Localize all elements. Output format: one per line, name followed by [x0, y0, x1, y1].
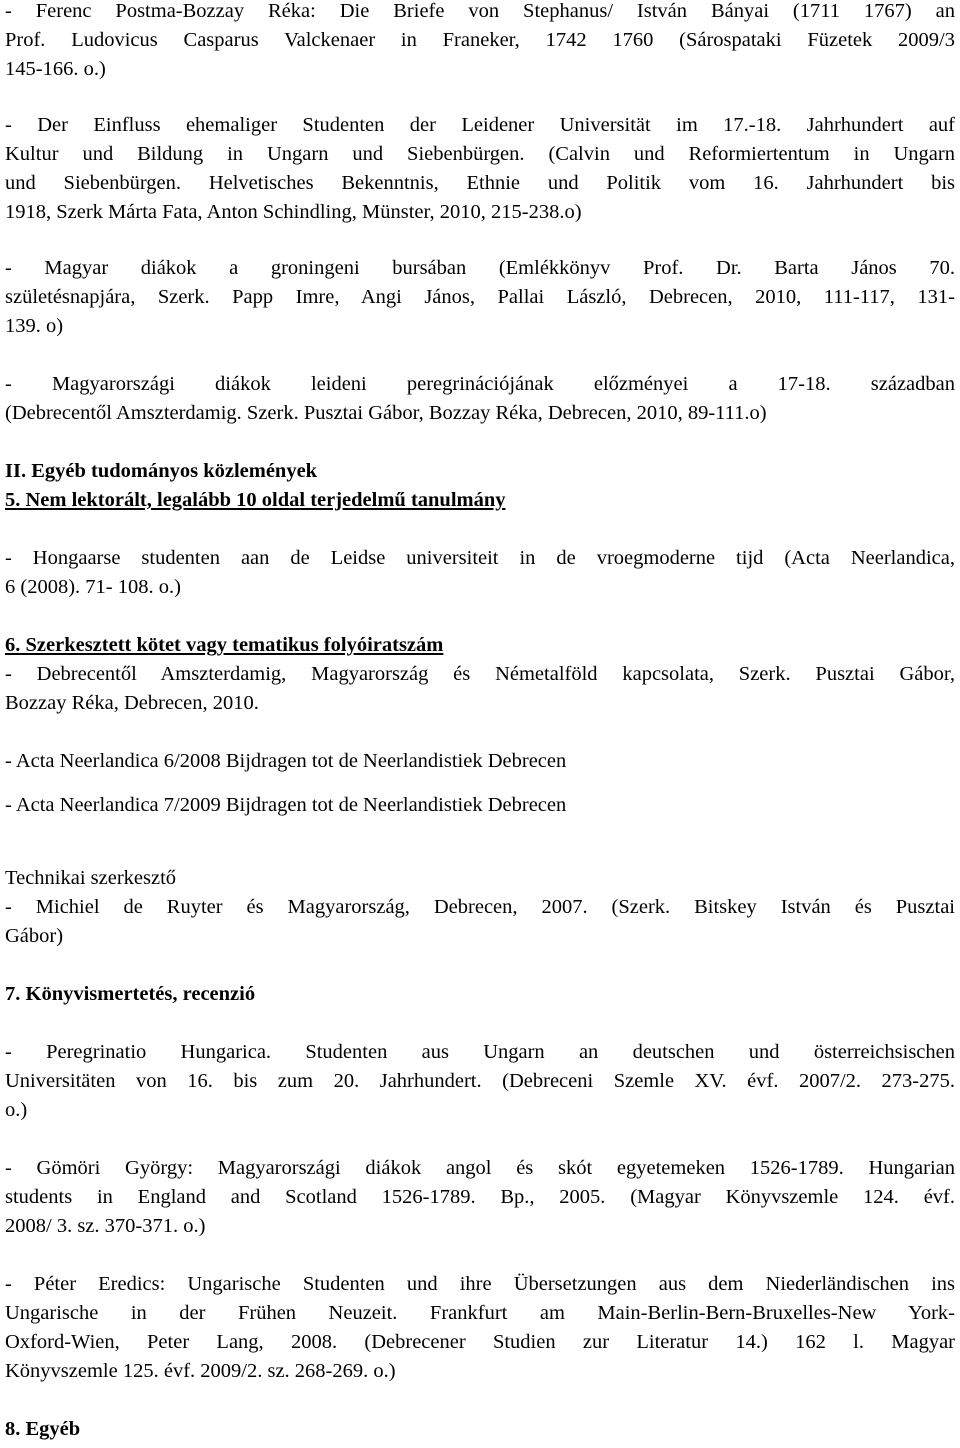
technical-editor-label: Technikai szerkesztő — [5, 867, 177, 889]
publication-entry — [5, 254, 955, 341]
entry-line: Kultur und Bildung in Ungarn und Siebenbürgen. (Calvin und Reformiertentum in Ungarn — [5, 143, 955, 165]
entry-line: - Magyar diákok a groningeni bursában (Emlékkönyv Prof. Dr. Barta János 70. — [5, 257, 955, 279]
entry-line: (Debrecentől Amszterdamig. Szerk. Pusztai Gábor, Bozzay Réka, Debrecen, 2010, 89-111.o) — [5, 402, 767, 424]
publication-entry — [5, 893, 955, 951]
subsection-heading — [5, 980, 955, 1009]
entry-line: 2008/ 3. sz. 370-371. o.) — [5, 1215, 206, 1237]
entry-line: Universitäten von 16. bis zum 20. Jahrhundert. (Debreceni Szemle XV. évf. 2007/2. 273-275. — [5, 1070, 955, 1092]
entry-line: Oxford-Wien, Peter Lang, 2008. (Debrecener Studien zur Literatur 14.) 162 l. Magyar — [5, 1331, 955, 1353]
entry-line: - Péter Eredics: Ungarische Studenten und ihre Übersetzungen aus dem Niederländischen ins — [5, 1273, 955, 1295]
entry-line: születésnapjára, Szerk. Papp Imre, Angi János, Pallai László, Debrecen, 2010, 111-117, 131- — [5, 286, 955, 308]
entry-line: Gábor) — [5, 925, 64, 947]
publication-entry — [5, 544, 955, 602]
publication-entry — [5, 791, 955, 820]
section-heading — [5, 457, 955, 486]
subsection-heading — [5, 631, 955, 660]
entry-line: 1918, Szerk Márta Fata, Anton Schindling, Münster, 2010, 215-238.o) — [5, 201, 582, 223]
entry-line: - Hongaarse studenten aan de Leidse universiteit in de vroegmoderne tijd (Acta Neerlandica, — [5, 547, 955, 569]
entry-line: - Der Einfluss ehemaliger Studenten der Leidener Universität im 17.-18. Jahrhundert auf — [5, 114, 955, 136]
section-ii-title: II. Egyéb tudományos közlemények — [5, 460, 318, 482]
entry-line: Ungarische in der Frühen Neuzeit. Frankfurt am Main-Berlin-Bern-Bruxelles-New York- — [5, 1302, 955, 1324]
role-label — [5, 864, 955, 893]
entry-line: und Siebenbürgen. Helvetisches Bekenntnis, Ethnie und Politik vom 16. Jahrhundert bis — [5, 172, 955, 194]
publication-entry — [5, 747, 955, 776]
publication-entry — [5, 0, 955, 84]
review-entry — [5, 1038, 955, 1125]
entry-line: - Acta Neerlandica 6/2008 Bijdragen tot de Neerlandistiek Debrecen — [5, 750, 567, 772]
publication-entry — [5, 111, 955, 227]
subsection-heading — [5, 1415, 955, 1444]
entry-line: students in England and Scotland 1526-1789. Bp., 2005. (Magyar Könyvszemle 124. évf. — [5, 1186, 955, 1208]
entry-line: 6 (2008). 71- 108. o.) — [5, 576, 181, 598]
subsection-7-title: 7. Könyvismertetés, recenzió — [5, 983, 256, 1005]
entry-line: - Gömöri György: Magyarországi diákok angol és skót egyetemeken 1526-1789. Hungarian — [5, 1157, 955, 1179]
entry-line: - Michiel de Ruyter és Magyarország, Debrecen, 2007. (Szerk. Bitskey István és Pusztai — [5, 896, 955, 918]
entry-line: Bozzay Réka, Debrecen, 2010. — [5, 692, 259, 714]
subsection-heading — [5, 486, 955, 515]
publication-entry — [5, 660, 955, 718]
entry-line: o.) — [5, 1099, 28, 1121]
review-entry — [5, 1154, 955, 1241]
entry-line: Könyvszemle 125. évf. 2009/2. sz. 268-269. o.) — [5, 1360, 396, 1382]
entry-line: - Acta Neerlandica 7/2009 Bijdragen tot de Neerlandistiek Debrecen — [5, 794, 567, 816]
entry-line: - Ferenc Postma-Bozzay Réka: Die Briefe von Stephanus/ István Bányai (1711 1767) an — [5, 0, 955, 22]
review-entry — [5, 1270, 955, 1386]
subsection-8-title: 8. Egyéb — [5, 1418, 81, 1440]
entry-line: 139. o) — [5, 315, 64, 337]
entry-line: Prof. Ludovicus Casparus Valckenaer in Franeker, 1742 1760 (Sárospataki Füzetek 2009/3 — [5, 29, 955, 51]
entry-line: - Magyarországi diákok leideni peregrinációjának előzményei a 17-18. században — [5, 373, 955, 395]
entry-line: - Debrecentől Amszterdamig, Magyarország és Németalföld kapcsolata, Szerk. Pusztai Gábor, — [5, 663, 955, 685]
subsection-5-title: 5. Nem lektorált, legalább 10 oldal terjedelmű tanulmány — [5, 489, 506, 511]
publication-entry — [5, 370, 955, 428]
entry-line: 145-166. o.) — [5, 58, 106, 80]
entry-line: - Peregrinatio Hungarica. Studenten aus Ungarn an deutschen und österreichsischen — [5, 1041, 955, 1063]
subsection-6-title: 6. Szerkesztett kötet vagy tematikus folyóiratszám — [5, 634, 444, 656]
